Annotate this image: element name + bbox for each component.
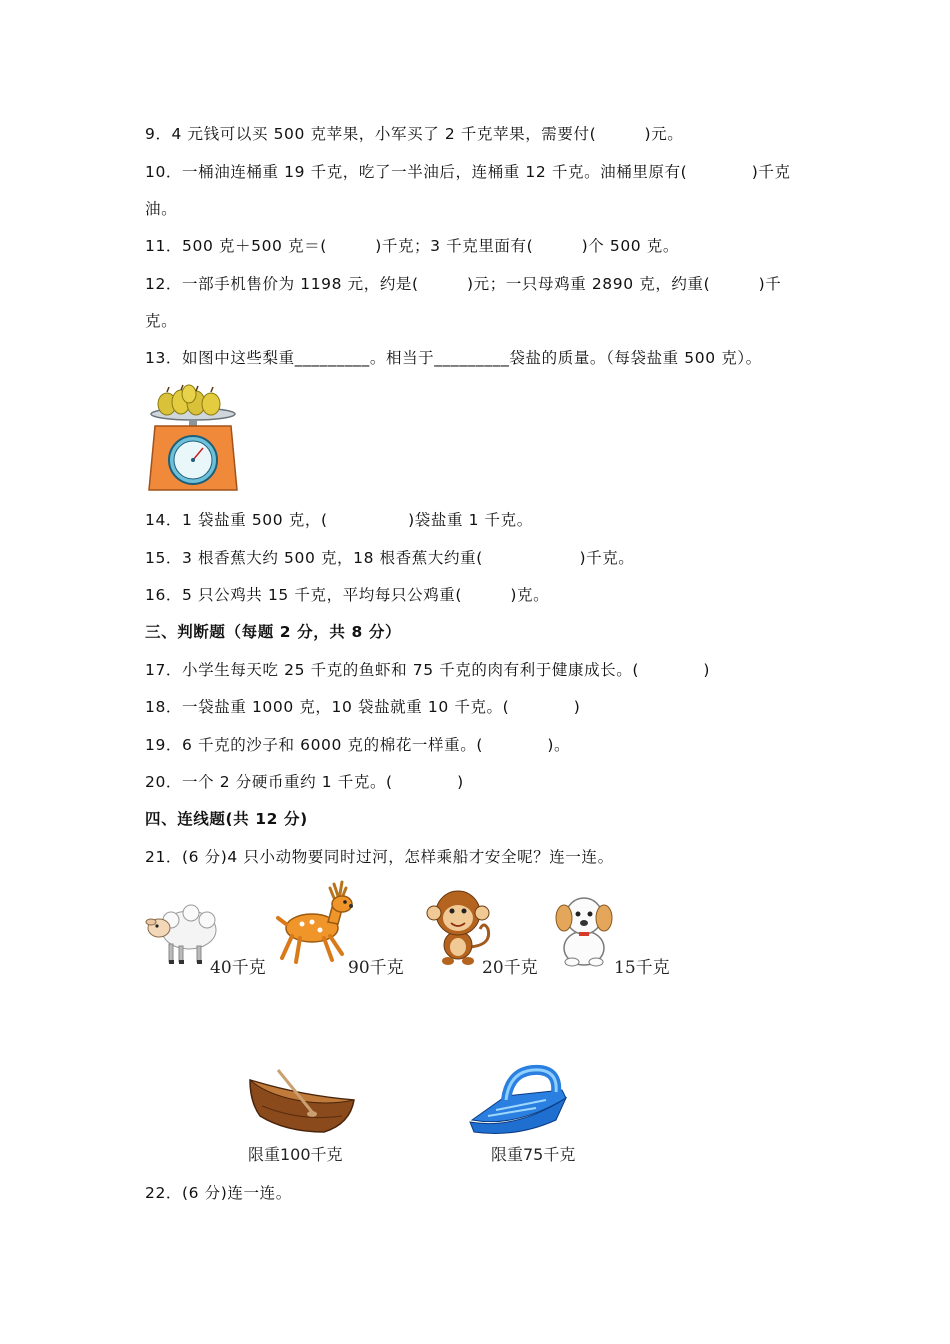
dog-weight: 15千克: [614, 958, 670, 978]
question-13: 13．如图中这些梨重_________。相当于_________袋盐的质量。（每袋盐重 500 克）。: [145, 349, 762, 367]
canoe-icon: [246, 1066, 358, 1138]
pear-icon: [158, 385, 220, 415]
question-20: 20．一个 2 分硬币重约 1 千克。( ): [145, 773, 464, 791]
section-4-heading: 四、连线题(共 12 分): [145, 810, 308, 828]
question-9: 9．4 元钱可以买 500 克苹果，小军买了 2 千克苹果，需要付( )元。: [145, 125, 684, 143]
dog-icon: [552, 892, 618, 968]
question-21: 21．(6 分)4 只小动物要同时过河，怎样乘船才安全呢？连一连。: [145, 848, 614, 866]
question-18: 18．一袋盐重 1000 克，10 袋盐就重 10 千克。( ): [145, 698, 581, 716]
question-22: 22．(6 分)连一连。: [145, 1184, 292, 1202]
question-14: 14．1 袋盐重 500 克，( )袋盐重 1 千克。: [145, 511, 533, 529]
question-12-line1: 12．一部手机售价为 1198 元，约是( )元；一只母鸡重 2890 克，约重( )千: [145, 275, 782, 293]
pear-scale-image: [145, 382, 241, 494]
question-12-line2: 克。: [145, 312, 178, 330]
monkey-weight: 20千克: [482, 958, 538, 978]
question-17: 17．小学生每天吃 25 千克的鱼虾和 75 千克的肉有利于健康成长。( ): [145, 661, 711, 679]
question-19: 19．6 千克的沙子和 6000 克的棉花一样重。( )。: [145, 736, 571, 754]
question-11: 11．500 克＋500 克＝( )千克；3 千克里面有( )个 500 克。: [145, 237, 679, 255]
deer-weight: 90千克: [348, 958, 404, 978]
question-10-line2: 油。: [145, 200, 178, 218]
section-3-heading: 三、判断题（每题 2 分，共 8 分）: [145, 623, 402, 641]
sheep-weight: 40千克: [210, 958, 266, 978]
blue-boat-icon: [466, 1064, 570, 1138]
question-10-line1: 10．一桶油连桶重 19 千克，吃了一半油后，连桶重 12 千克。油桶里原有( )千克: [145, 163, 791, 181]
question-16: 16．5 只公鸡共 15 千克，平均每只公鸡重( )克。: [145, 586, 550, 604]
question-15: 15．3 根香蕉大约 500 克，18 根香蕉大约重( )千克。: [145, 549, 635, 567]
canoe-limit: 限重100千克: [248, 1145, 343, 1164]
blue-boat-limit: 限重75千克: [491, 1145, 576, 1164]
